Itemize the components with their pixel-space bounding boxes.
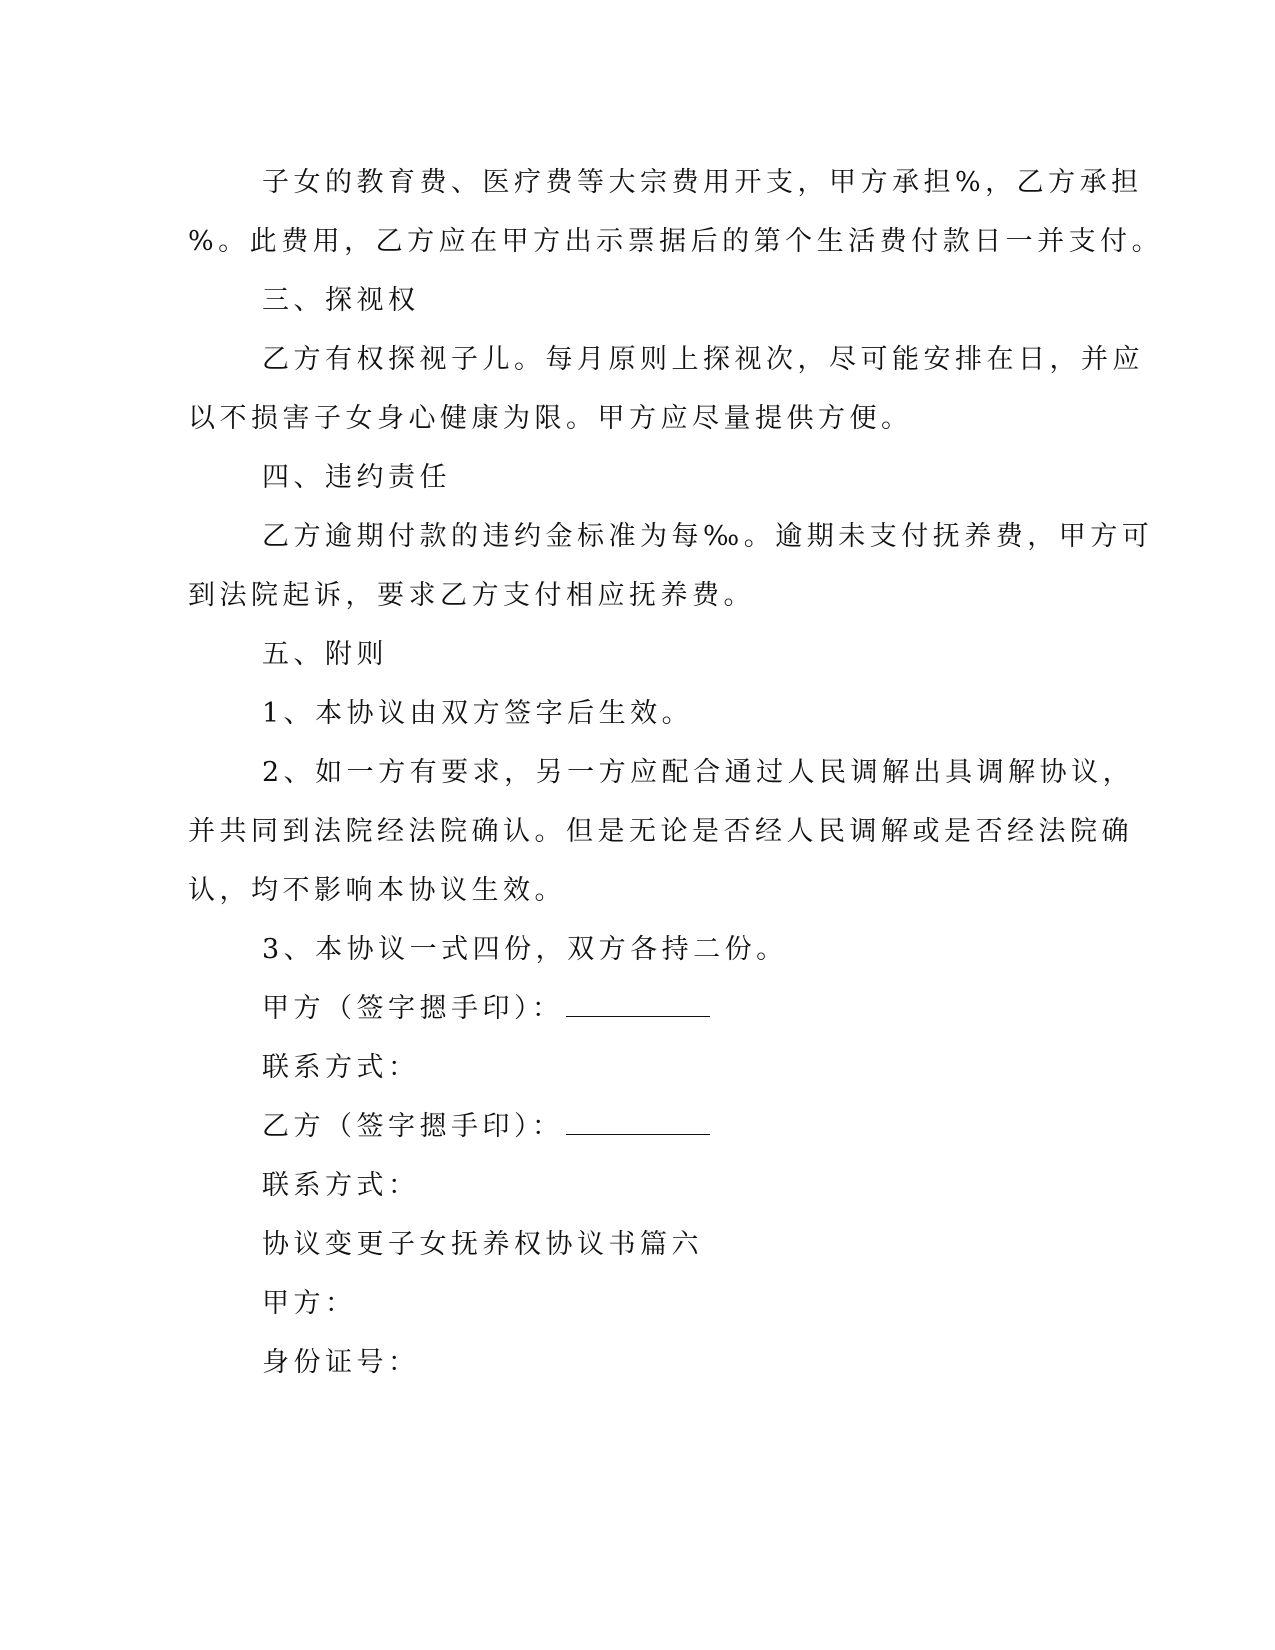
party-a-signature-blank <box>566 992 710 1017</box>
clause-2-cont: 并共同到法院经法院确认。但是无论是否经人民调解或是否经法院确 <box>188 816 1133 847</box>
section-heading-breach: 四、违约责任 <box>262 462 451 493</box>
paragraph-breach: 乙方逾期付款的违约金标准为每‰。逾期未支付抚养费，甲方可 <box>262 521 1154 552</box>
paragraph-visitation: 乙方有权探视子儿。每月原则上探视次，尽可能安排在日，并应 <box>262 344 1144 375</box>
party-b-signature-label: 乙方（签字摁手印）： <box>262 1111 564 1142</box>
party-a-signature-row <box>262 992 710 1026</box>
id-number-label: 身份证号： <box>262 1347 420 1378</box>
section-title-part-six: 协议变更子女抚养权协议书篇六 <box>262 1229 703 1260</box>
party-b-signature-blank <box>566 1110 710 1135</box>
party-a-contact-label: 联系方式： <box>262 1052 420 1083</box>
section-heading-visitation: 三、探视权 <box>262 285 420 316</box>
clause-3: 3、本协议一式四份，双方各持二份。 <box>262 934 788 965</box>
paragraph-breach-cont: 到法院起诉，要求乙方支付相应抚养费。 <box>188 580 755 611</box>
paragraph-education-fees-cont: %。此费用，乙方应在甲方出示票据后的第个生活费付款日一并支付。 <box>188 226 1164 257</box>
paragraph-education-fees: 子女的教育费、医疗费等大宗费用开支，甲方承担%，乙方承担 <box>262 167 1143 198</box>
party-a-signature-label: 甲方（签字摁手印）： <box>262 993 564 1024</box>
party-b-contact-label: 联系方式： <box>262 1170 420 1201</box>
section-heading-appendix: 五、附则 <box>262 639 388 670</box>
party-a-label: 甲方： <box>262 1288 357 1319</box>
clause-2: 2、如一方有要求，另一方应配合通过人民调解出具调解协议， <box>262 757 1135 788</box>
clause-1: 1、本协议由双方签字后生效。 <box>262 698 694 729</box>
paragraph-visitation-cont: 以不损害子女身心健康为限。甲方应尽量提供方便。 <box>188 403 913 434</box>
clause-2-cont-2: 认，均不影响本协议生效。 <box>188 875 566 906</box>
party-b-signature-row <box>262 1110 710 1144</box>
